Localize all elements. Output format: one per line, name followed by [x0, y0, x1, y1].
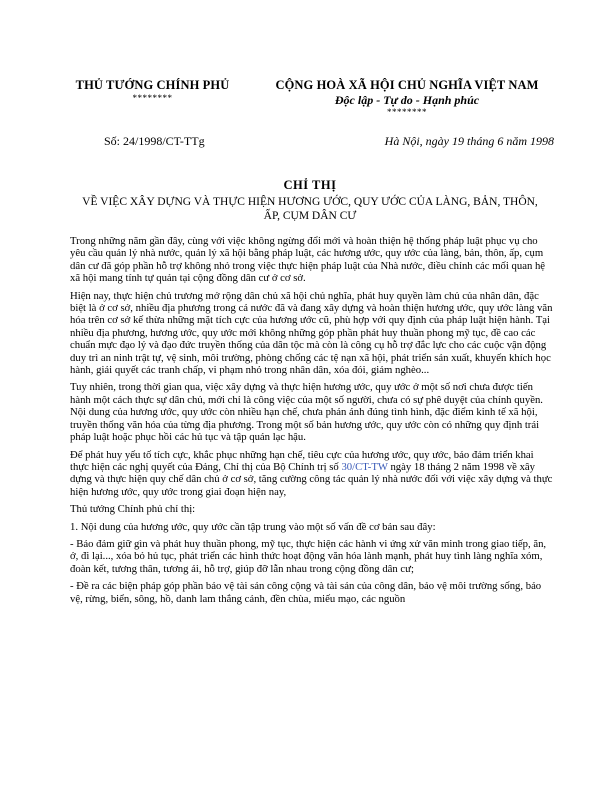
paragraph-3: Tuy nhiên, trong thời gian qua, việc xây dựng và thực hiện hương ước, quy ước ở một số nơi chưa được tiến hành một cách thực sự dân chủ, mới chỉ là công việc của một số người, chưa có sự phê duyệt của chính quyền. Nội dung của hương ước, quy ước còn nhiều hạn chế, chưa phản ánh đúng tình hình, đặc điểm kinh tế xã hội, truyền thống văn hóa của từng địa phương. Trong một số bản hương ước, quy ước còn có những quy định trái pháp luật hoặc phục hồi các hủ tục và tập quán lạc hậu.: [70, 381, 543, 444]
issuing-agency: THỦ TƯỚNG CHÍNH PHỦ: [75, 78, 230, 92]
paragraph-6: 1. Nội dung của hương ước, quy ước cần tập trung vào một số vấn đề cơ bản sau đây:: [70, 520, 436, 533]
directive-30-link[interactable]: 30/CT-TW: [341, 460, 388, 473]
agency-separator: ********: [132, 93, 173, 103]
paragraph-7: - Bảo đảm giữ gìn và phát huy thuần phong, mỹ tục, thực hiện các hành vi ứng xử văn minh trong giao tiếp, ăn, ở, đi lại..., xóa bỏ hủ tục, phát triển các hình thức hoạt động văn hóa lành mạnh, phát huy tình làng nghĩa xóm, đoàn kết, tương thân, tương ái, hỗ trợ, giúp đỡ lẫn nhau trong cộng đồng dân cư;: [70, 537, 547, 575]
document-type: CHỈ THỊ: [283, 178, 337, 192]
paragraph-2: Hiện nay, thực hiện chủ trương mở rộng dân chủ xã hội chủ nghĩa, phát huy quyền làm chủ của nhân dân, đặc biệt là ở cơ sở, nhiều địa phương trong cả nước đã và đang xây dựng và hoàn thiện hương ước, quy ước làng văn hóa trên cơ sở kế thừa những mặt tích cực của hương ước cũ, phù hợp với quy định của pháp luật hiện hành. Tại nhiều địa phương, hương ước, quy ước mới không những góp phần phát huy thuần phong mỹ tục, đề cao các chuẩn mực đạo lý và đạo đức truyền thống của dân tộc mà còn là công cụ hỗ trợ đắc lực cho các cuộc vận động duy trì an ninh trật tự, vệ sinh, môi trường, phòng chống các tệ nạn xã hội, phát triển sản xuất, khuyến khích học hành, giải quyết các tranh chấp, vi phạm nhỏ trong nhân dân, xóa đói, giảm nghèo...: [70, 289, 553, 377]
motto-separator: ********: [387, 107, 427, 117]
national-motto: Độc lập - Tự do - Hạnh phúc: [334, 93, 480, 107]
national-heading-block: [262, 78, 552, 117]
paragraph-4-text-b: ngày 18 tháng 2 năm 1998 về xây dựng và thực hiện quy chế dân chủ ở cơ sở, tăng cường công tác quản lý nhà nước đối với việc xây dựng và thực hiện hương ước, quy ước trong giai đoạn hiện nay,: [70, 460, 553, 498]
document-number: Số: 24/1998/CT-TTg: [104, 134, 205, 148]
issuing-agency-block: [70, 78, 235, 103]
national-title: CỘNG HOÀ XÃ HỘI CHỦ NGHĨA VIỆT NAM: [275, 78, 539, 92]
paragraph-1: Trong những năm gần đây, cùng với việc không ngừng đổi mới và hoàn thiện hệ thống pháp luật phục vụ cho yêu cầu quản lý nhà nước, quản lý xã hội bằng pháp luật, các hương ước, quy ước của làng, bản, thôn, ấp, cụm dân cư đã góp phần hỗ trợ không nhỏ trong việc thực hiện pháp luật của Nhà nước, điều chỉnh các mối quan hệ xã hội mang tính tự quản tại cộng đồng dân cư ở cơ sở.: [70, 235, 546, 285]
paragraph-8: - Đề ra các biện pháp góp phần bảo vệ tài sản công cộng và tài sản của công dân, bảo vệ môi trường sống, bảo vệ, rừng, biển, sông, hồ, danh lam thắng cảnh, đền chùa, miếu mạo, các nguồn: [70, 580, 542, 605]
paragraph-4-text-a: Để phát huy yếu tố tích cực, khắc phục những hạn chế, tiêu cực của hương ước, quy ước, bảo đảm triển khai thực hiện các nghị quyết của Đảng, Chỉ thị của Bộ Chính trị số: [70, 448, 534, 473]
paragraph-4: [70, 449, 554, 499]
document-body: [70, 235, 554, 610]
place-and-date: Hà Nội, ngày 19 tháng 6 năm 1998: [384, 134, 554, 148]
document-subject: VỀ VIỆC XÂY DỰNG VÀ THỰC HIỆN HƯƠNG ƯỚC, QUY ƯỚC CỦA LÀNG, BẢN, THÔN, ẤP, CỤM DÂN CƯ: [82, 196, 538, 222]
paragraph-5: Thủ tướng Chính phủ chỉ thị:: [70, 503, 196, 516]
